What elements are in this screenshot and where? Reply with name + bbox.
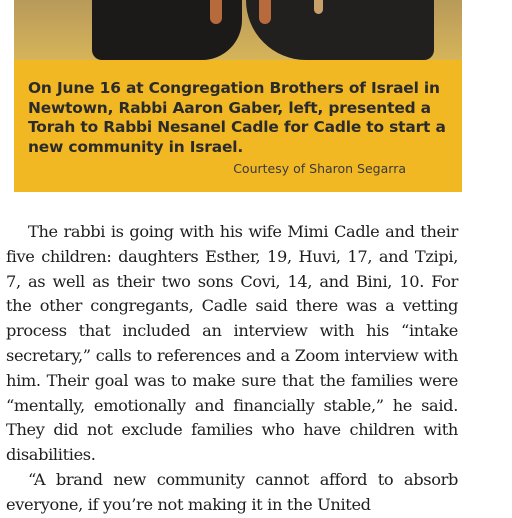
article-body [6,220,458,518]
photo-figure-right [246,0,434,60]
article-paragraph: “A brand new community cannot afford to absorb everyone, if you’re not making it in the United [6,469,458,514]
photo-hand-left [210,0,222,24]
photo-hand-right [259,0,271,24]
photo-caption: On June 16 at Congregation Brothers of Israel in Newtown, Rabbi Aaron Gaber, left, presented a Torah to Rabbi Nesanel Cadle for Cadle to start a new community in Israel. [28,79,446,156]
photo-credit: Courtesy of Sharon Segarra [233,161,406,176]
article-paragraph: The rabbi is going with his wife Mimi Cadle and their five children: daughters Esther, 19, Huvi, 17, and Tzipi, 7, as well as their two sons Covi, 14, and Bini, 10. For the other congregants, Cadle said there was a vetting process that included an interview with his “intake secretary,” calls to references and a Zoom interview with him. Their goal was to make sure that the families were “mentally, emotionally and financially stable,” he said. They did not exclude families who have children with disabilities. [6,222,458,465]
article-photo [14,0,462,60]
photo-torah-handle [314,0,323,14]
